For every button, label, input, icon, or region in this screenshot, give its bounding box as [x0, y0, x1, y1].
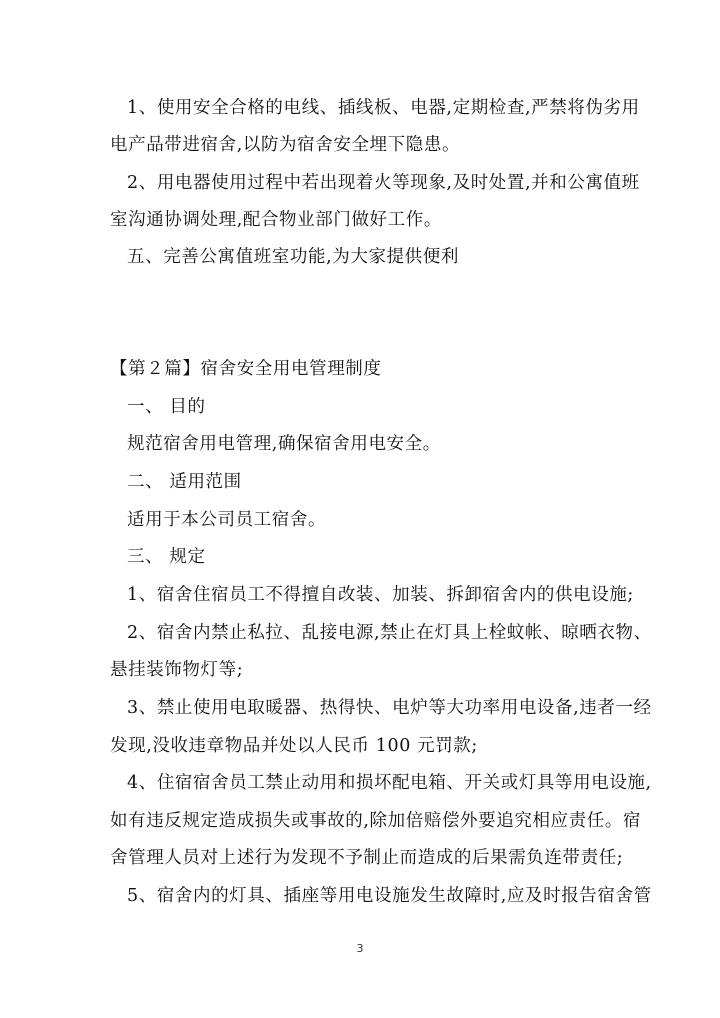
paragraph-line: 1、使用安全合格的电线、插线板、电器,定期检查,严禁将伪劣用	[127, 98, 640, 118]
paragraph-line: 4、住宿宿舍员工禁止动用和损坏配电箱、开关或灯具等用电设施,	[127, 773, 652, 793]
paragraph-line: 2、用电器使用过程中若出现着火等现象,及时处置,并和公寓值班	[127, 173, 640, 193]
paragraph-line: 适用于本公司员工宿舍。	[127, 510, 327, 530]
paragraph-line: 规范宿舍用电管理,确保宿舍用电安全。	[127, 434, 441, 454]
page-number: 3	[356, 942, 364, 955]
paragraph-line: 悬挂装饰物灯等;	[110, 660, 244, 680]
paragraph-line: 1、宿舍住宿员工不得擅自改装、加装、拆卸宿舍内的供电设施;	[127, 585, 634, 605]
section-heading: 三、 规定	[127, 547, 206, 567]
paragraph-line: 2、宿舍内禁止私拉、乱接电源,禁止在灯具上栓蚊帐、晾晒衣物、	[127, 623, 652, 643]
paragraph-line: 发现,没收违章物品并处以人民币 100 元罚款;	[110, 736, 478, 756]
section-heading: 一、 目的	[127, 397, 206, 417]
section-title: 【第２篇】宿舍安全用电管理制度	[110, 359, 382, 379]
section-heading: 二、 适用范围	[127, 472, 242, 492]
paragraph-line: 3、禁止使用电取暖器、热得快、电炉等大功率用电设备,违者一经	[127, 698, 652, 718]
paragraph-line: 5、宿舍内的灯具、插座等用电设施发生故障时,应及时报告宿舍管	[127, 886, 652, 906]
paragraph-line: 如有违反规定造成损失或事故的,除加倍赔偿外要追究相应责任。宿	[110, 811, 642, 831]
paragraph-line: 电产品带进宿舍,以防为宿舍安全埋下隐患。	[110, 135, 461, 155]
paragraph-line: 五、完善公寓值班室功能,为大家提供便利	[127, 247, 459, 267]
paragraph-line: 舍管理人员对上述行为发现不予制止而造成的后果需负连带责任;	[110, 848, 624, 868]
paragraph-line: 室沟通协调处理,配合物业部门做好工作。	[110, 210, 442, 230]
